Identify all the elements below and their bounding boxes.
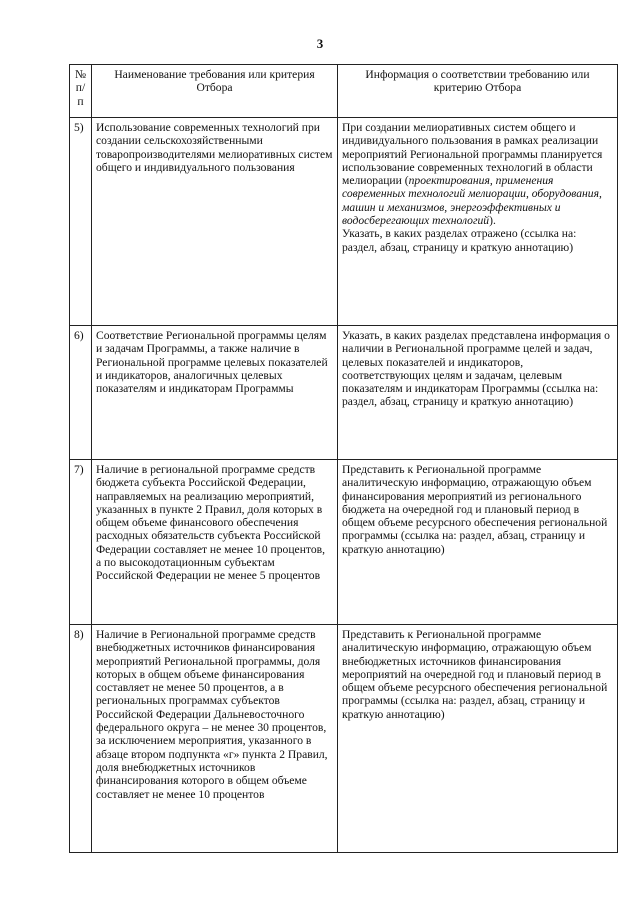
requirements-table [69, 64, 618, 853]
table-row [70, 326, 618, 460]
page-number: 3 [316, 36, 324, 51]
table-row [70, 625, 618, 853]
table-header-row [70, 65, 618, 118]
header-num: № п/п [70, 65, 92, 118]
requirement-text: Наличие в Региональной программе средств внебюджетных источников финансирования мероприятий Региональной программы, доля которых в общем объеме финансирования составляет не менее 50 процентов, а в региональных программах субъектов Российской Федерации Дальневосточного федерального округа – не менее 30 процентов, за исключением мероприятия, указанного в абзаце втором подпункта «г» пункта 2 Правил, доля внебюджетных источников финансирования которого в общем объеме составляет не менее 10 процентов [96, 628, 328, 801]
row-number: 7) [70, 460, 92, 625]
info-text: Указать, в каких разделах представлена информация о наличии в Региональной программе целей и задач, целевых показателей и индикаторов, соответствующих целям и задачам, целевым показателям и индикаторам Программы (ссылка на: раздел, абзац, страницу и краткую аннотацию) [342, 329, 610, 409]
row-number: 8) [70, 625, 92, 853]
info-cell [338, 625, 618, 853]
info-text: Представить к Региональной программе аналитическую информацию, отражающую объем внебюджетных источников финансирования мероприятий на очередной год и плановый период в общем объеме ресурсного обеспечения региональной программы (ссылка на: раздел, абзац, страницу и краткую аннотацию) [342, 628, 608, 721]
info-link-note: Указать, в каких разделах отражено (ссылка на: раздел, абзац, страницу и краткую аннотацию) [342, 227, 577, 254]
info-cell [338, 326, 618, 460]
requirement-text: Наличие в региональной программе средств бюджета субъекта Российской Федерации, направляемых на реализацию мероприятий, указанных в пункте 2 Правил, доля которых в общем объеме финансового обеспечения расходных обязательств субъекта Российской Федерации составляет не менее 10 процентов, а по высокодотационным субъектам Российской Федерации не менее 5 процентов [96, 463, 325, 583]
header-info: Информация о соответствии требованию или критерию Отбора [338, 65, 618, 118]
requirement-cell [92, 460, 338, 625]
requirement-text: Использование современных технологий при создании сельскохозяйственными товаропроизводителями мелиоративных систем общего и индивидуального пользования [96, 121, 333, 174]
row-number: 6) [70, 326, 92, 460]
requirement-cell [92, 326, 338, 460]
info-intro: При создании мелиоративных систем общего и индивидуального пользования в рамках реализации мероприятий Региональной программы планируется использование современных технологий в области мелиорации ( [342, 121, 603, 188]
requirement-cell [92, 625, 338, 853]
info-cell [338, 118, 618, 326]
table-row [70, 460, 618, 625]
requirement-text: Соответствие Региональной программы целям и задачам Программы, а также наличие в Региональной программе целевых показателей и индикаторов, аналогичных целевых показателям и индикаторам Программы [96, 329, 328, 396]
table-row [70, 118, 618, 326]
info-close: ). [489, 214, 496, 228]
info-cell [338, 460, 618, 625]
row-number: 5) [70, 118, 92, 326]
header-requirement: Наименование требования или критерия Отбора [92, 65, 338, 118]
info-text: Представить к Региональной программе аналитическую информацию, отражающую объем финансирования мероприятий из регионального бюджета на очередной год и плановый период в общем объеме ресурсного обеспечения региональной программы (ссылка на: раздел, абзац, страницу и краткую аннотацию) [342, 463, 608, 556]
requirement-cell [92, 118, 338, 326]
info-italic: проектирования, применения современных технологий мелиорации, оборудования, машин и механизмов, энергоэффективных и водосберегающих технологий [342, 174, 602, 228]
